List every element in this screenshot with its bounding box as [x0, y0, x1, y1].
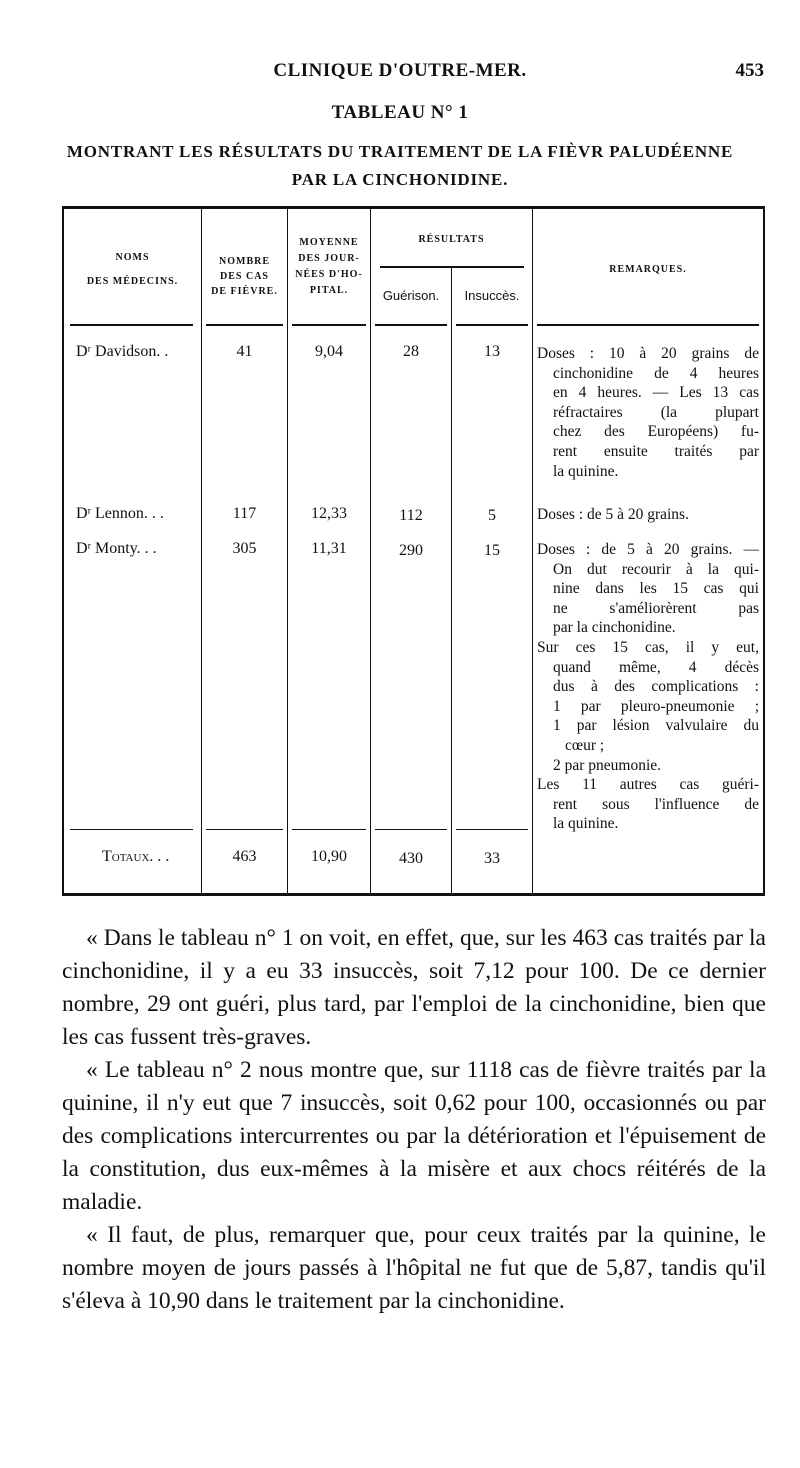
remark-line: Sur ces 15 cas, il y eut,: [537, 638, 759, 656]
row-cases: 41: [236, 343, 253, 360]
running-head: [0, 56, 800, 86]
row-failure: 5: [488, 507, 496, 524]
remark-line: rent sous l'influence de: [553, 795, 759, 813]
table-subtitle-line: PAR LA CINCHONIDINE.: [291, 170, 509, 189]
header-names: [64, 246, 201, 294]
row-physician-name: Dʳ Monty. . .: [76, 540, 157, 557]
row-days: 11,31: [311, 540, 347, 557]
remark-line: par la cinchonidine.: [553, 619, 676, 637]
remark-line: ne s'améliorèrent pas: [553, 599, 759, 617]
header-line: NÉES D'HO-: [295, 269, 363, 280]
row-remarks: [537, 540, 759, 834]
header-rule: [206, 324, 283, 326]
remark-line: 2 par pneumonie.: [553, 756, 662, 774]
row-remarks: [537, 505, 759, 525]
remark-line: Doses : de 5 à 20 grains.: [537, 506, 689, 523]
remark-line: On dut recourir à la qui-: [553, 560, 759, 578]
remark-line: cœur ;: [565, 736, 605, 754]
totals-rule: [456, 829, 528, 830]
header-line: NOMBRE: [219, 256, 270, 267]
header-line: MOYENNE: [299, 237, 359, 248]
remark-line: dus à des complications :: [553, 678, 759, 696]
table-subtitle: [0, 138, 800, 194]
header-rule: [375, 324, 447, 326]
row-cases: 305: [232, 540, 257, 557]
row-success: 112: [399, 507, 423, 524]
totals-rule: [70, 829, 193, 830]
remark-line: nine dans les 15 cas qui: [553, 580, 759, 598]
remark-line: 1 par pleuro-pneumonie ;: [553, 697, 759, 715]
remark-line: la quinine.: [553, 815, 619, 833]
results-group-rule: [380, 266, 524, 268]
row-days: 12,33: [311, 505, 347, 522]
row-days: 9,04: [315, 343, 343, 360]
body-text: [62, 922, 766, 1318]
header-rule: [292, 324, 366, 326]
totals-success: 430: [399, 850, 423, 867]
table-left-rule: [62, 206, 64, 896]
totals-rule: [206, 829, 283, 830]
table-title: TABLEAU N° 1: [331, 102, 469, 123]
header-line: DES CAS: [220, 271, 269, 282]
row-cases: 117: [232, 505, 257, 522]
totals-cases: 463: [232, 848, 257, 865]
header-line: DES JOUR-: [298, 253, 360, 264]
column-rule: [532, 206, 533, 893]
header-rule: [537, 324, 759, 326]
row-success: 28: [403, 343, 419, 360]
body-paragraph: « Dans le tableau n° 1 on voit, en effet, que, sur les 463 cas traités par la cinchonidine, il y a eu 33 insuccès, soit 7,12 pour 100. De ce dernier nombre, 29 ont guéri, plus tard, par l'emploi de la cinchonidine, bien que les cas fussent très-graves.: [62, 925, 766, 1050]
table-right-rule: [763, 206, 765, 896]
remark-line: réfractaires (la plupart: [553, 403, 759, 421]
row-remarks: [537, 344, 759, 481]
body-paragraph: « Le tableau n° 2 nous montre que, sur 1118 cas de fièvre traités par la quinine, il n'y eut que 7 insuccès, soit 0,62 pour 100, occasionnés ou par des complications intercurrentes ou par la détérioration et l'épuisement de la constitution, dus eux-mêmes à la misère et aux chocs réitérés de la maladie.: [62, 1057, 766, 1215]
header-line: NOMS: [115, 252, 150, 263]
remark-line: Doses : de 5 à 20 grains. —: [537, 541, 759, 558]
header-remarks: REMARQUES.: [609, 264, 687, 275]
remark-line: 1 par lésion valvulaire du: [553, 717, 759, 735]
header-cases: [202, 254, 287, 299]
totals-days: 10,90: [311, 848, 347, 865]
header-line: DES MÉDECINS.: [86, 276, 179, 287]
remark-line: en 4 heures. — Les 13 cas: [553, 384, 759, 402]
column-rule: [451, 268, 452, 893]
remark-line: chez des Européens) fu-: [553, 423, 759, 441]
row-success: 290: [399, 542, 423, 559]
header-failure: Insuccès.: [464, 288, 520, 303]
header-line: PITAL.: [309, 285, 349, 296]
row-failure: 13: [484, 343, 500, 360]
header-rule: [456, 324, 528, 326]
totals-label: Totaux. . .: [102, 848, 170, 865]
row-physician-name: Dʳ Davidson. .: [76, 343, 169, 360]
remark-line: Doses : 10 à 20 grains de: [537, 345, 759, 362]
table-subtitle-line: MONTRANT LES RÉSULTATS DU TRAITEMENT DE LA FIÈVR PALUDÉENNE: [66, 142, 734, 161]
table-bottom-rule: [62, 893, 765, 896]
totals-failure: 33: [484, 850, 500, 867]
header-success: Guérison.: [382, 288, 440, 303]
remark-line: la quinine.: [553, 462, 619, 480]
header-rule: [70, 324, 193, 326]
header-days: [288, 235, 370, 299]
remark-line: quand même, 4 décès: [553, 658, 759, 676]
remark-line: cinchonidine de 4 heures: [553, 364, 759, 382]
page-number: 453: [735, 60, 764, 81]
header-results: RÉSULTATS: [418, 234, 485, 245]
row-failure: 15: [484, 542, 500, 559]
remark-line: rent ensuite traités par: [553, 442, 759, 460]
remark-line: Les 11 autres cas guéri-: [537, 776, 759, 794]
totals-rule: [375, 829, 447, 830]
row-physician-name: Dʳ Lennon. . .: [76, 505, 164, 522]
body-paragraph: « Il faut, de plus, remarquer que, pour ceux traités par la quinine, le nombre moyen de jours passés à l'hôpital ne fut que de 5,87, tandis qu'il s'éleva à 10,90 dans le traitement par la cinchonidine.: [62, 1222, 766, 1314]
totals-rule: [292, 829, 366, 830]
running-title: CLINIQUE D'OUTRE-MER.: [273, 60, 527, 81]
header-line: DE FIÈVRE.: [211, 286, 278, 297]
table-top-rule: [62, 206, 765, 209]
